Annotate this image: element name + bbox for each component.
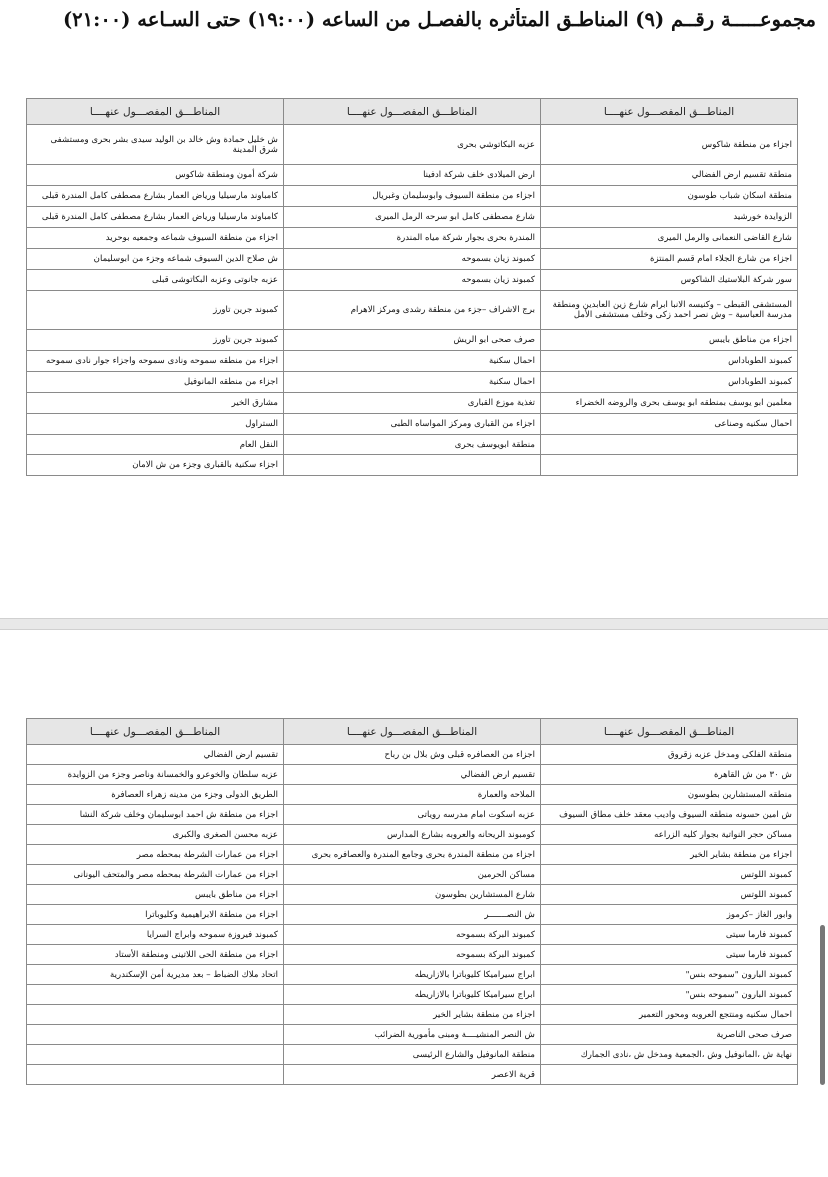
table-header-row: [27, 99, 798, 125]
table-cell: عزبه محسن الصغرى والكبرى: [27, 825, 284, 845]
table-cell: اجزاء سكنية بالقبارى وجزء من ش الامان: [27, 455, 284, 476]
table-cell: تقسيم ارض الفضالي: [27, 745, 284, 765]
table-cell: ش النصر المنشيــــة ومبنى مأمورية الضرائب: [284, 1025, 541, 1045]
table-cell: اجزاء من القبارى ومركز المواساه الطبى: [284, 414, 541, 435]
table-row: [27, 805, 798, 825]
column-header: المناطـــق المفصـــول عنهــــا: [541, 99, 798, 125]
table-row: [27, 925, 798, 945]
table-cell: مشارق الخير: [27, 393, 284, 414]
affected-areas-table-2: [26, 718, 798, 1085]
table-cell: ارض الميلادى خلف شركة ادفينا: [284, 165, 541, 186]
table-cell: صرف صحى الناصرية: [541, 1025, 798, 1045]
table-cell: كمبوند زيان بسموحه: [284, 249, 541, 270]
table-cell: عزبه اسكوت امام مدرسه روياتى: [284, 805, 541, 825]
table-cell: كمبوند فارما سيتى: [541, 945, 798, 965]
table-row: [27, 1025, 798, 1045]
table-row: [27, 372, 798, 393]
table-cell: معلمين ابو يوسف بمنطقه ابو يوسف بحرى والروضه الخضراء: [541, 393, 798, 414]
table-row: [27, 785, 798, 805]
table-row: [27, 1005, 798, 1025]
table-cell: كمبوند البارون "سموحه بنس": [541, 965, 798, 985]
table-cell: مساكن حجر النواتية بجوار كليه الزراعه: [541, 825, 798, 845]
table-cell: كمبوند زيان بسموحه: [284, 270, 541, 291]
table-row: [27, 965, 798, 985]
table-row: [27, 885, 798, 905]
table-row: [27, 393, 798, 414]
table-cell: اجزاء من منطقه سموحه ونادى سموحه واجزاء جوار نادى سموحه: [27, 351, 284, 372]
table-cell: [284, 455, 541, 476]
table-cell: قرية الاعصر: [284, 1065, 541, 1085]
table-row: [27, 435, 798, 455]
table-body: [27, 125, 798, 476]
table-cell: ابراج سيراميكا كليوباترا بالازاريطه: [284, 985, 541, 1005]
table-cell: المندرة بحرى بجوار شركة مياه المندرة: [284, 228, 541, 249]
table-cell: عزبه سلطان والخوعرو والخمسانة وناصر وجزء من الزوايدة: [27, 765, 284, 785]
table-cell: كمبوند فيروزة سموحه وابراج السرايا: [27, 925, 284, 945]
column-header: المناطـــق المفصـــول عنهــــا: [27, 99, 284, 125]
page-title: مجموعـــــة رقــم (٩) المناطـق المتأثره بالفصـل من الساعه (١٩:٠٠) حتى السـاعه (٢١:٠٠): [62, 8, 816, 31]
table-cell: احمال سكنية: [284, 351, 541, 372]
column-header: المناطـــق المفصـــول عنهــــا: [27, 719, 284, 745]
table-row: [27, 351, 798, 372]
table-cell: كومبوند الريحانه والعروبه بشارع المدارس: [284, 825, 541, 845]
table-cell: تغذية موزع القبارى: [284, 393, 541, 414]
column-header: المناطـــق المفصـــول عنهــــا: [284, 99, 541, 125]
table-cell: [27, 1065, 284, 1085]
table-cell: كمبوند الطوباداس: [541, 372, 798, 393]
table-cell: احمال سكنية: [284, 372, 541, 393]
affected-areas-table-1: [26, 98, 798, 476]
table-cell: كمبوند البارون "سموحه بنس": [541, 985, 798, 1005]
table-row: [27, 291, 798, 330]
table-cell: شارع المستشارين بطوسون: [284, 885, 541, 905]
table-cell: اتحاد ملاك الضباط – بعد مديرية أمن الإسكندرية: [27, 965, 284, 985]
table-cell: اجزاء من العصافره قبلى وش بلال بن رباح: [284, 745, 541, 765]
table-cell: شارع مصطفى كامل ابو سرحه الرمل الميرى: [284, 207, 541, 228]
table-cell: الطريق الدولى وجزء من مدينه زهراء العصافرة: [27, 785, 284, 805]
table-row: [27, 270, 798, 291]
table-cell: اجزاء من منطقة الحى اللاتينى ومنطقة الأستاد: [27, 945, 284, 965]
table-row: [27, 825, 798, 845]
table-cell: كمبوند الطوباداس: [541, 351, 798, 372]
table-cell: وابور الغاز –كرموز: [541, 905, 798, 925]
page-edge: [0, 629, 828, 630]
table-row: [27, 125, 798, 165]
table-cell: شركة أمون ومنطقة شاكوس: [27, 165, 284, 186]
table-cell: نهاية ش ،المانوفيل وش ،الجمعية ومدخل ش ،نادى الجمارك: [541, 1045, 798, 1065]
table-row: [27, 228, 798, 249]
table-body: [27, 745, 798, 1085]
table-cell: منطقة تقسيم ارض الفضالي: [541, 165, 798, 186]
table-row: [27, 745, 798, 765]
table-cell: [541, 1065, 798, 1085]
table-cell: كمبوند اللوتس: [541, 865, 798, 885]
table-cell: اجزاء من منطقة السيوف وابوسليمان وغبريال: [284, 186, 541, 207]
table-cell: ش خليل حمادة وش خالد بن الوليد سيدى بشر بحرى ومستشفى شرق المدينة: [27, 125, 284, 165]
table-row: [27, 455, 798, 476]
table-cell: [27, 1005, 284, 1025]
table-cell: شارع القاضى النعمانى والرمل الميرى: [541, 228, 798, 249]
table-cell: منطقة الفلكى ومدخل عزبه زقروق: [541, 745, 798, 765]
table-cell: اجزاء من منطقة السيوف شماعه وجمعيه بوحريد: [27, 228, 284, 249]
table-row: [27, 765, 798, 785]
table-row: [27, 249, 798, 270]
table-cell: مساكن الحرمين: [284, 865, 541, 885]
table-cell: منطقة المانوفيل والشارع الرئيسى: [284, 1045, 541, 1065]
table-cell: اجزاء من منطقة بشاير الخير: [541, 845, 798, 865]
table-row: [27, 165, 798, 186]
table-row: [27, 207, 798, 228]
table-row: [27, 945, 798, 965]
table-row: [27, 186, 798, 207]
table-cell: كمبوند فارما سيتى: [541, 925, 798, 945]
table-cell: [27, 1045, 284, 1065]
table-cell: الزوايدة خورشيد: [541, 207, 798, 228]
table-row: [27, 905, 798, 925]
table-cell: ش ٣٠ من ش القاهرة: [541, 765, 798, 785]
table-cell: اجزاء من مناطق بايبس: [27, 885, 284, 905]
table-cell: ش امين حسونه منطقه السيوف واديب معقد خلف مطاق السيوف: [541, 805, 798, 825]
table-cell: عزبه البكاتوشي بحرى: [284, 125, 541, 165]
table-cell: اجزاء من منطقة المندرة بحرى وجامع المندرة والعصافره بحرى: [284, 845, 541, 865]
table-cell: منطقه المستشارين بطوسون: [541, 785, 798, 805]
table-cell: اجزاء من منطقة بشاير الخير: [284, 1005, 541, 1025]
table-cell: اجزاء من شارع الجلاء امام قسم المنتزة: [541, 249, 798, 270]
table-cell: الملاحه والعمارة: [284, 785, 541, 805]
table-header-row: [27, 719, 798, 745]
table-cell: اجزاء من عمارات الشرطة بمحطه مصر والمتحف اليونانى: [27, 865, 284, 885]
table-row: [27, 330, 798, 351]
table-cell: اجزاء من منطقة شاكوس: [541, 125, 798, 165]
column-header: المناطـــق المفصـــول عنهــــا: [541, 719, 798, 745]
column-header: المناطـــق المفصـــول عنهــــا: [284, 719, 541, 745]
vertical-scrollbar[interactable]: [820, 925, 825, 1085]
table-cell: احمال سكنيه وصناعى: [541, 414, 798, 435]
table-cell: كامباوند مارسيليا ورياض العمار بشارع مصطفى كامل المندرة قبلى: [27, 207, 284, 228]
table-cell: كامباوند مارسيليا ورياض العمار بشارع مصطفى كامل المندرة قبلى: [27, 186, 284, 207]
table-cell: برج الاشراف –جزء من منطقة رشدى ومركز الاهرام: [284, 291, 541, 330]
table-cell: عزبه جانوتى وعزبه البكاتوشى قبلى: [27, 270, 284, 291]
table-row: [27, 414, 798, 435]
page-separator: [0, 619, 828, 629]
table-cell: صرف صحى ابو الريش: [284, 330, 541, 351]
table-cell: كمبوند جرين تاورز: [27, 291, 284, 330]
table-cell: كمبوند البركة بسموحه: [284, 925, 541, 945]
table-cell: سور شركة البلاستيك الشاكوس: [541, 270, 798, 291]
table-row: [27, 845, 798, 865]
table-cell: [541, 455, 798, 476]
table-cell: اجزاء من منطقة الابراهيمية وكليوباترا: [27, 905, 284, 925]
table-cell: تقسيم ارض الفضالي: [284, 765, 541, 785]
table-cell: [27, 1025, 284, 1045]
table-cell: احمال سكنيه ومنتجع العروبه ومحور التعمير: [541, 1005, 798, 1025]
table-cell: اجزاء من مناطق بايبس: [541, 330, 798, 351]
table-cell: اجزاء من منطقة ش احمد ابوسليمان وخلف شركة النشا: [27, 805, 284, 825]
table-row: [27, 1045, 798, 1065]
table-cell: [541, 435, 798, 455]
table-cell: ش النصـــــــر: [284, 905, 541, 925]
table-row: [27, 865, 798, 885]
table-cell: كمبوند جرين تاورز: [27, 330, 284, 351]
table-cell: كمبوند اللوتس: [541, 885, 798, 905]
table-cell: الستراول: [27, 414, 284, 435]
table-cell: منطقة ابويوسف بحرى: [284, 435, 541, 455]
table-cell: المستشفى القبطى – وكنيسه الانبا ابرام شارع زين العابدين ومنطقة مدرسة العباسية – وش نصر احمد زكى وخلف مستشفى الأمل: [541, 291, 798, 330]
table-cell: اجزاء من منطقه المانوفيل: [27, 372, 284, 393]
table-cell: كمبوند البركة بسموحه: [284, 945, 541, 965]
table-row: [27, 1065, 798, 1085]
table-row: [27, 985, 798, 1005]
table-cell: اجزاء من عمارات الشرطة بمحطه مصر: [27, 845, 284, 865]
table-cell: النقل العام: [27, 435, 284, 455]
table-cell: منطقة اسكان شباب طوسون: [541, 186, 798, 207]
table-cell: ابراج سيراميكا كليوباترا بالازاريطه: [284, 965, 541, 985]
table-cell: [27, 985, 284, 1005]
table-cell: ش صلاح الدين السيوف شماعه وجزء من ابوسليمان: [27, 249, 284, 270]
